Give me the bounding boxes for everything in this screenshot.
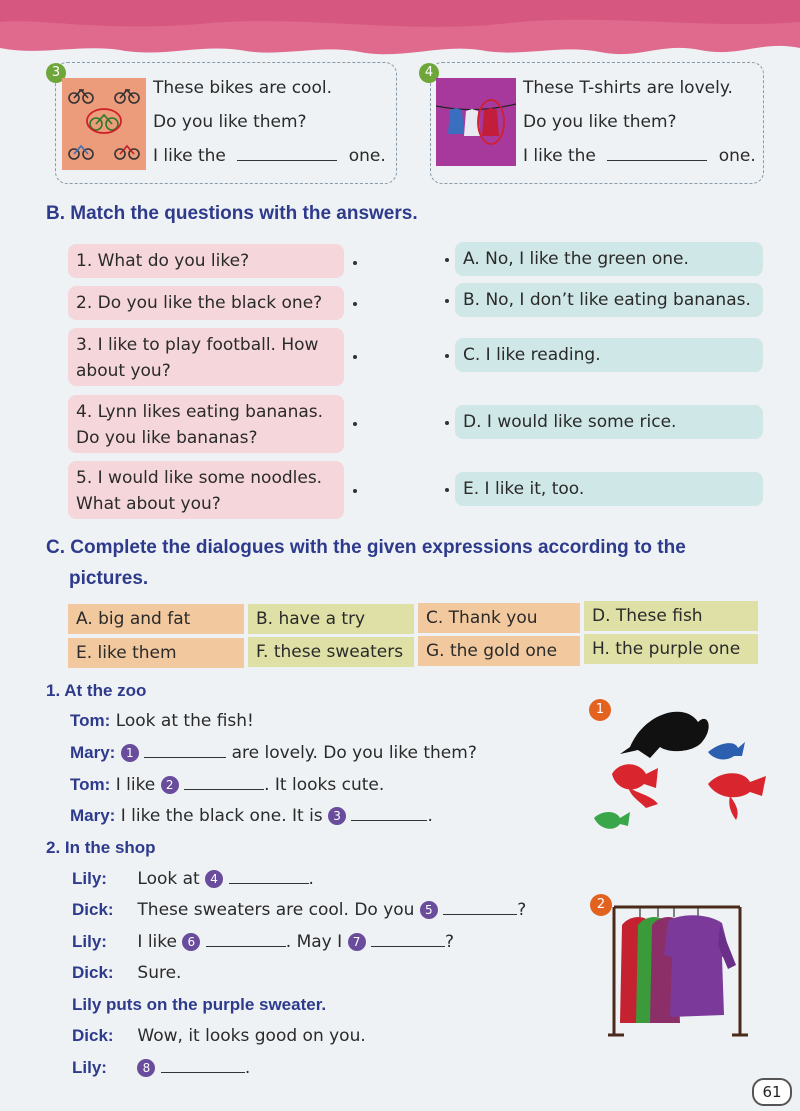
section-c-title: C. Complete the dialogues with the given expressions according to the xyxy=(46,537,686,558)
option-d: D. These fish xyxy=(584,601,758,631)
option-c: C. Thank you xyxy=(418,603,580,633)
speaker-label: Lily: xyxy=(72,1058,107,1077)
answer-blank[interactable] xyxy=(351,820,427,821)
dialogue-text: . xyxy=(244,1058,251,1078)
exercise-4-line3-end: one. xyxy=(718,146,756,166)
exercise-4-line2: Do you like them? xyxy=(523,112,677,132)
match-dot[interactable] xyxy=(353,355,357,359)
picture-number-badge: 2 xyxy=(590,894,612,916)
speaker-label: Mary: xyxy=(70,806,116,825)
exercise-3-line2: Do you like them? xyxy=(153,112,307,132)
dialogue-text: I like the black one. It is xyxy=(120,806,323,826)
page-number: 61 xyxy=(752,1078,792,1106)
option-f: F. these sweaters xyxy=(248,637,414,667)
blank-number-badge: 1 xyxy=(121,744,139,762)
action-text: Lily puts on the purple sweater. xyxy=(72,995,327,1014)
exercise-number-badge: 4 xyxy=(419,63,439,83)
blank-number-badge: 4 xyxy=(205,870,223,888)
answer-blank[interactable] xyxy=(184,789,264,790)
question-4: 4. Lynn likes eating bananas. Do you like bananas? xyxy=(68,395,344,453)
bikes-picture xyxy=(62,78,146,170)
dialogue-text: are lovely. Do you like them? xyxy=(231,743,477,763)
tshirts-picture xyxy=(436,78,516,166)
blank-number-badge: 8 xyxy=(137,1059,155,1077)
answer-blank[interactable] xyxy=(443,914,517,915)
dialogue-text: ? xyxy=(517,900,527,920)
answer-b: B. No, I don’t like eating bananas. xyxy=(455,283,763,317)
dialogue-text: Look at xyxy=(137,869,200,889)
match-dot[interactable] xyxy=(353,302,357,306)
option-g: G. the gold one xyxy=(418,636,580,666)
match-dot[interactable] xyxy=(353,261,357,265)
speaker-label: Lily: xyxy=(72,932,107,951)
dialogue-text: ? xyxy=(444,932,454,952)
dialogue-text: These sweaters are cool. Do you xyxy=(137,900,415,920)
question-1: 1. What do you like? xyxy=(68,244,344,278)
blank-number-badge: 2 xyxy=(161,776,179,794)
dialogue-text: Wow, it looks good on you. xyxy=(137,1026,366,1046)
section-c-title-cont: pictures. xyxy=(69,568,149,589)
speaker-label: Dick: xyxy=(72,963,114,982)
speaker-label: Lily: xyxy=(72,869,107,888)
answer-a: A. No, I like the green one. xyxy=(455,242,763,276)
fish-picture xyxy=(590,692,780,842)
answer-blank[interactable] xyxy=(371,946,445,947)
blank-number-badge: 6 xyxy=(182,933,200,951)
header-decoration xyxy=(0,0,800,70)
answer-d: D. I would like some rice. xyxy=(455,405,763,439)
option-b: B. have a try xyxy=(248,604,414,634)
answer-blank[interactable] xyxy=(229,883,309,884)
dialogue-2-title: 2. In the shop xyxy=(46,838,156,857)
question-2: 2. Do you like the black one? xyxy=(68,286,344,320)
answer-e: E. I like it, too. xyxy=(455,472,763,506)
dialogue-line xyxy=(72,900,526,920)
dialogue-text: . It looks cute. xyxy=(264,775,385,795)
dialogue-text: Look at the fish! xyxy=(115,711,254,731)
dialogue-line xyxy=(70,711,254,731)
speaker-label: Dick: xyxy=(72,900,114,919)
dialogue-line xyxy=(70,743,477,763)
exercise-4-line3 xyxy=(523,146,756,166)
match-dot[interactable] xyxy=(353,422,357,426)
section-b-title: B. Match the questions with the answers. xyxy=(46,203,418,224)
picture-number-badge: 1 xyxy=(589,699,611,721)
speaker-label: Mary: xyxy=(70,743,116,762)
blank-number-badge: 3 xyxy=(328,807,346,825)
answer-blank[interactable] xyxy=(144,757,226,758)
match-dot[interactable] xyxy=(445,258,449,262)
exercise-3-line3 xyxy=(153,146,386,166)
blank-number-badge: 5 xyxy=(420,901,438,919)
dialogue-1-title: 1. At the zoo xyxy=(46,681,147,700)
speaker-label: Tom: xyxy=(70,775,111,794)
dialogue-text: Sure. xyxy=(137,963,182,983)
dialogue-line xyxy=(72,1058,250,1078)
dialogue-text: . xyxy=(427,806,433,826)
match-dot[interactable] xyxy=(353,489,357,493)
answer-blank[interactable] xyxy=(161,1072,245,1073)
answer-blank[interactable] xyxy=(206,946,286,947)
dialogue-line xyxy=(70,775,384,795)
dialogue-line xyxy=(72,932,454,952)
exercise-3-line3-end: one. xyxy=(348,146,386,166)
answer-blank[interactable] xyxy=(607,160,707,161)
answer-blank[interactable] xyxy=(237,160,337,161)
stage-direction xyxy=(72,995,326,1015)
exercise-4-line1: These T-shirts are lovely. xyxy=(523,78,733,98)
speaker-label: Dick: xyxy=(72,1026,114,1045)
dialogue-text: . xyxy=(308,869,314,889)
option-h: H. the purple one xyxy=(584,634,758,664)
dialogue-text: I like xyxy=(115,775,156,795)
answer-c: C. I like reading. xyxy=(455,338,763,372)
dialogue-text: . May I xyxy=(285,932,343,952)
question-5: 5. I would like some noodles. What about you? xyxy=(68,461,344,519)
dialogue-line xyxy=(72,963,181,983)
question-3: 3. I like to play football. How about you? xyxy=(68,328,344,386)
match-dot[interactable] xyxy=(445,421,449,425)
match-dot[interactable] xyxy=(445,299,449,303)
exercise-3-line1: These bikes are cool. xyxy=(153,78,332,98)
match-dot[interactable] xyxy=(445,354,449,358)
sweater-rack-picture xyxy=(600,895,760,1045)
dialogue-line xyxy=(72,1026,366,1046)
exercise-3-line3-start: I like the xyxy=(153,146,226,166)
option-a: A. big and fat xyxy=(68,604,244,634)
dialogue-line xyxy=(72,869,314,889)
blank-number-badge: 7 xyxy=(348,933,366,951)
option-e: E. like them xyxy=(68,638,244,668)
exercise-number-badge: 3 xyxy=(46,63,66,83)
dialogue-text: I like xyxy=(137,932,177,952)
dialogue-line xyxy=(70,806,433,826)
exercise-4-line3-start: I like the xyxy=(523,146,596,166)
match-dot[interactable] xyxy=(445,488,449,492)
speaker-label: Tom: xyxy=(70,711,111,730)
